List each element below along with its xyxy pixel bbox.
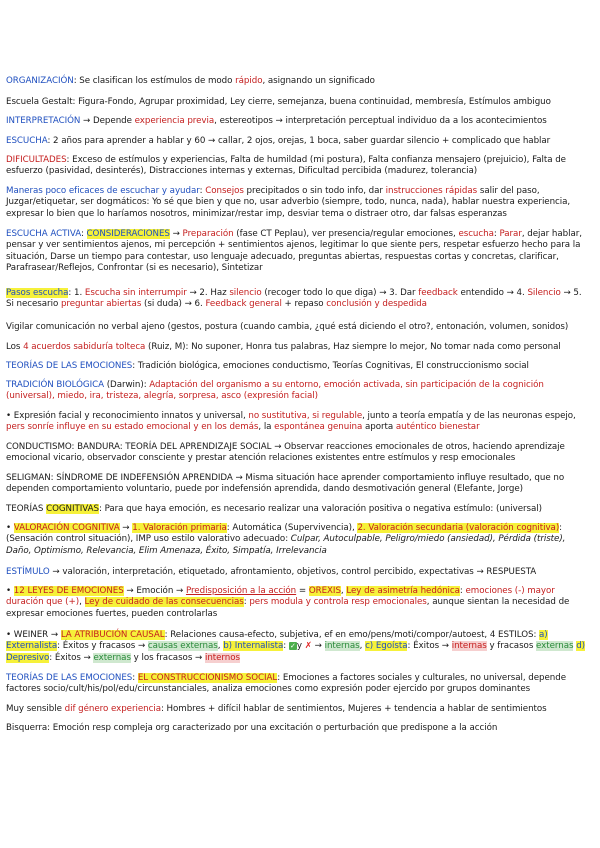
text: Feedback general [205,299,282,310]
text: 2. Valoración secundaria (valoración cognitiva) [357,523,560,533]
text: : Para que haya emoción, es necesario realizar una valoración positiva o negativa estímulo: (universal) [98,504,542,514]
text: : [80,229,87,239]
text: y [296,641,305,652]
para-escucha [6,136,592,147]
text: Predisposición a la acción [185,586,297,596]
text: , [359,641,366,652]
text: Muy sensible [6,704,65,714]
text: 12 LEYES DE EMOCIONES [13,586,124,596]
para-dificultades [6,155,592,178]
heading-escucha: ESCUCHA [6,136,48,146]
text: • [6,523,14,533]
text: : Éxitos y fracasos → [57,641,148,652]
text: y fracasos [486,641,537,652]
text: Consejos [205,186,244,196]
text: VALORACIÓN COGNITIVA [13,523,120,533]
text: , estereotipos → interpretación perceptual individuo da a los acontecimientos [214,116,547,126]
text: salir del paso, Juzgar/etiquetar, ser dogmáticos: Yo sé que bien y que no, usar adverbio (siempre, todo, nunca, nada), hablar nuestra experiencia, expresar lo bien que lo haríamos nosotros, minimizar/restar imp, desviar tema o distraer otro, dar falsas esperanzas [6,186,571,219]
text: = [296,586,309,596]
text: Escucha sin interrumpir [84,288,187,298]
text: → Depende [80,116,135,126]
text: → [169,229,183,239]
para-gestalt: Escuela Gestalt: Figura-Fondo, Agrupar proximidad, Ley cierre, semejanza, buena continuidad, membresía, Estímulos ambiguo [6,97,551,107]
text: EL CONSTRUCCIONISMO SOCIAL [137,673,278,683]
text: , [217,641,224,652]
text: : [493,229,500,239]
text: , [79,597,85,608]
para-seligman: SELIGMAN: SÍNDROME DE INDEFENSIÓN APRENDIDA → Misma situación hace aprender comportamiento influye resultado, que no dependen comportamiento voluntario, puede por indefensión aprendida, dando desmotivación general (Elefante, Jorge) [6,473,565,495]
para-tradicion-biologica [6,380,592,403]
text: Adaptación del organismo a su entorno, emoción activada, sin participación de la cognición (universal), miedo, ira, tristeza, alegría, sorpresa, asco (expresión facial) [6,380,544,402]
para-bisquerra: Bisquerra: Emoción resp compleja org caracterizado por una excitación o perturbación que predispone a la acción [6,723,498,733]
text: : Éxitos → [49,652,94,663]
text: instrucciones rápidas [385,186,478,196]
text: pers sonríe influye en su estado emocional y en los demás [6,422,259,433]
text: causas externas [147,641,218,652]
heading-teorias: TEORÍAS DE LAS EMOCIONES [6,361,133,371]
text: pers modula y controla resp emocionales [249,597,427,608]
text: (fase CT Peplau), ver presencia/regular emociones, [233,229,459,239]
text: externas [93,652,131,663]
text: (si duda) → 6. [141,299,206,310]
text: internos [204,652,240,663]
text: Ley de cuidado de las consecuencias [84,597,244,608]
text: : 2 años para aprender a hablar y 60 → callar, 2 ojos, orejas, 1 boca, saber guardar silencio + complicado que hablar [47,136,551,146]
text: → 2. Haz [186,288,230,298]
text: Preparación [182,229,234,239]
para-12-leyes [6,586,592,620]
para-conductismo: CONDUCTISMO: BANDURA: TEORÍA DEL APRENDIZAJE SOCIAL → Observar reacciones emocionales de otros, haciendo aprendizaje emocional vicario, observador consciente y prestar atención relaciones existentes entre estímulos y resp emocionales [6,442,565,464]
text: : [283,641,289,652]
text: Ley de asimetría hedónica [346,586,460,596]
text: y los fracasos → [130,652,205,663]
text: : [132,673,138,683]
text: Parar [499,229,522,239]
text: → [311,641,325,652]
text: silencio [229,288,262,298]
para-maneras [6,186,592,220]
heading-escucha-activa: ESCUCHA ACTIVA [6,229,81,239]
text: aporta [362,422,396,433]
para-teorias [6,361,592,372]
text: , la [258,422,275,433]
heading-dificultades: DIFICULTADES [6,155,67,165]
text: : Exceso de estímulos y experiencias, Falta de humildad (mi postura), Falta confianza mensajero (prejuicio), Falta de esfuerzo (pasividad, desinterés), Distracciones internas y externas, Dificultad percibida (madurez, tolerancia) [6,155,566,177]
text: : Hombres + difícil hablar de sentimientos, Mujeres + tendencia a hablar de sentimientos [160,704,547,714]
cross-icon: ✗ [304,641,312,652]
text: → 5. Si necesario [6,288,582,310]
text: → valoración, interpretación, etiquetado, afrontamiento, objetivos, control percibido, expectativas → RESPUESTA [49,567,537,577]
para-no-verbal: Vigilar comunicación no verbal ajeno (gestos, postura (cuando cambia, ¿qué está diciendo el otro?, entonación, volumen, sonidos) [6,322,569,332]
para-acuerdos [6,342,592,353]
para-interpretacion [6,116,592,127]
text: externas [536,641,574,652]
text: escucha [458,229,494,239]
text: COGNITIVAS [46,504,99,514]
text: : Relaciones causa-efecto, subjetiva, ef en emo/pens/moti/compor/autoest, 4 ESTILOS: [164,630,540,640]
para-construccionismo [6,673,592,696]
text: auténtico bienestar [395,422,480,433]
para-genero [6,704,592,715]
text: : 1. [68,288,85,298]
text: + repaso [281,299,327,310]
text: • Expresión facial y reconocimiento innatos y universal, [6,411,249,421]
text: internas [324,641,360,652]
text: : Tradición biológica, emociones conductismo, Teorías Cognitivas, El construccionismo social [132,361,529,371]
text: entendido → 4. [457,288,528,298]
para-valoracion-cognitiva [6,523,592,557]
text: c) Egoísta [365,641,408,652]
text: Culpar, Autoculpable, Peligro/miedo (ansiedad), Pérdida (triste), Daño, Optimismo, Relevancia, Elim Amenaza, Éxito, Simpatía, Irrelevancia [6,534,566,556]
heading-organizacion: ORGANIZACIÓN [6,76,74,86]
text: precipitados o sin todo info, dar [243,186,386,196]
heading-pasos-escucha: Pasos escucha [6,288,69,298]
heading-interpretacion: INTERPRETACIÓN [6,116,81,126]
heading-estimulo: ESTÍMULO [6,567,50,577]
text: dif género experiencia [64,704,161,714]
text: preguntar abiertas [60,299,142,310]
text: (recoger todo lo que diga) → 3. Dar [261,288,419,298]
text: conclusión y despedida [326,299,427,310]
text: , asignando un significado [262,76,375,86]
para-cognitivas [6,504,592,515]
text: espontánea genuina [274,422,363,433]
para-escucha-activa [6,229,592,275]
text: : Se clasifican los estímulos de modo [73,76,236,86]
text: : [243,597,250,608]
text: • WEINER → [6,630,61,640]
text: , aunque sientan la necesidad de expresar emociones fuertes, pueden controlarlas [6,597,570,619]
para-pasos-escucha [6,288,592,311]
text: , junto a teoría empatía y de las neuronas espejo, [362,411,576,421]
text: : Automática (Supervivencia), [226,523,358,533]
text: : Emociones a factores sociales y culturales, no universal, depende factores socio/cult/his/pol/edu/circunstanciales, analiza emociones como expresión poder ejercido por grupos dominantes [6,673,567,695]
text: feedback [418,288,458,298]
text: no sustitutiva, si regulable [248,411,363,421]
text: 1. Valoración primaria [132,523,227,533]
text: : Éxitos → [407,641,452,652]
text: Los [6,342,24,352]
text: d) Depresivo [6,641,586,663]
text: rápido [235,76,263,86]
text: a) Externalista [6,630,548,652]
text: → [119,523,133,533]
para-expresion-facial [6,411,592,434]
text: emociones (-) mayor duración que (+) [6,586,555,608]
text: • [6,586,14,596]
heading-teorias-2: TEORÍAS DE LAS EMOCIONES [6,673,133,683]
heading-maneras: Maneras poco eficaces de escuchar y ayudar [6,186,200,196]
text: b) Internalista [223,641,284,652]
text: OREXIS [308,586,341,596]
text: : [459,586,466,596]
text: (Darwin): [104,380,150,390]
text: experiencia previa [134,116,215,126]
text: : [199,186,206,196]
heading-tradicion-biologica: TRADICIÓN BIOLÓGICA [6,380,104,390]
text: Silencio [527,288,561,298]
para-estimulo [6,567,592,578]
text: 4 acuerdos sabiduría tolteca [23,342,146,352]
text: internas [451,641,487,652]
check-icon: ✓ [289,642,296,651]
text: CONSIDERACIONES [86,229,170,239]
text: : (Sensación control situación), IMP uso estilo valorativo adecuado: [6,523,563,545]
text: , [340,586,347,596]
text: (Ruiz, M): No suponer, Honra tus palabras, Haz siempre lo mejor, No tomar nada como personal [145,342,561,352]
text: , dejar hablar, pensar y ver sentimientos ajenos, mi percepción + sentimientos ajenos, legitimar lo que siente pers, respetar esfuerzo hecho para la situación, Darse un tiempo para contestar, uso lenguaje adecuado, preguntas abiertas, respuestas cortas y concretas, clarificar, Parafrasear/Reflejos, Confrontar (si es necesario), Sintetizar [6,229,582,274]
para-organizacion [6,76,592,87]
text: LA ATRIBUCIÓN CAUSAL [60,630,165,640]
para-weiner [6,630,592,664]
text: TEORÍAS [6,504,47,514]
text: → Emoción → [123,586,186,596]
